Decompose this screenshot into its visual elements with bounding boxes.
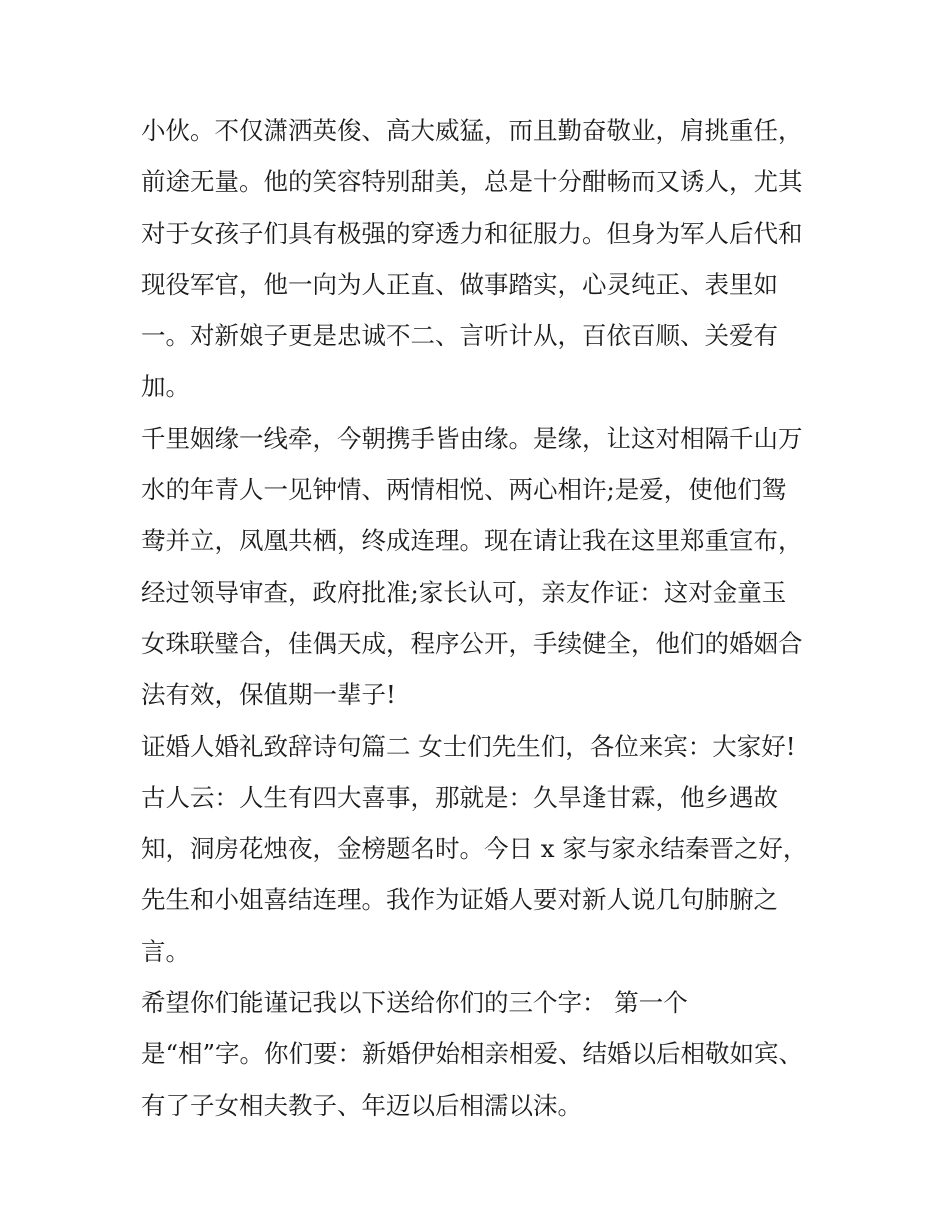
text-line: 水的年青人一见钟情、两情相悦、两心相许;是爱，使他们鸳 [141,475,787,505]
text-line: 加。 [141,372,190,402]
text-line: 经过领导审查，政府批准;家长认可，亲友作证：这对金童玉 [141,577,787,607]
text-line: 言。 [141,936,190,966]
text-line: 先生和小姐喜结连理。我作为证婚人要对新人说几句肺腑之 [141,885,778,915]
text-line: 小伙。不仅潇洒英俊、高大威猛，而且勤奋敬业，肩挑重任， [141,116,803,145]
document-body [141,105,821,1131]
text-line: 现役军官，他一向为人正直、做事踏实，心灵纯正、表里如 [141,269,778,299]
text-line: 法有效，保值期一辈子! [141,680,396,710]
text-line: 古人云：人生有四大喜事，那就是：久旱逢甘霖，他乡遇故 [141,782,778,812]
text-line: 千里姻缘一线牵，今朝携手皆由缘。是缘，让这对相隔千山万 [141,423,803,453]
text-line: 是“相”字。你们要：新婚伊始相亲相爱、结婚以后相敬如宾、 [141,1039,804,1069]
text-line: 前途无量。他的笑容特别甜美，总是十分酣畅而又诱人，尤其 [141,167,803,197]
text-line: 希望你们能谨记我以下送给你们的三个字： 第一个 [141,988,688,1018]
text-line: 一。对新娘子更是忠诚不二、言听计从，百依百顺、关爱有 [141,321,778,351]
text-line: 女珠联璧合，佳偶天成，程序公开，手续健全，他们的婚姻合 [141,628,803,658]
text-line: 对于女孩子们具有极强的穿透力和征服力。但身为军人后代和 [141,218,803,248]
text-line: 鸯并立，凤凰共栖，终成连理。现在请让我在这里郑重宣布， [141,526,803,556]
text-line: 有了子女相夫教子、年迈以后相濡以沫。 [141,1090,582,1120]
text-line: 知，洞房花烛夜，金榜题名时。今日 x 家与家永结秦晋之好， [141,834,808,864]
section-heading-line: 证婚人婚礼致辞诗句篇二 女士们先生们，各位来宾：大家好! [141,731,796,761]
